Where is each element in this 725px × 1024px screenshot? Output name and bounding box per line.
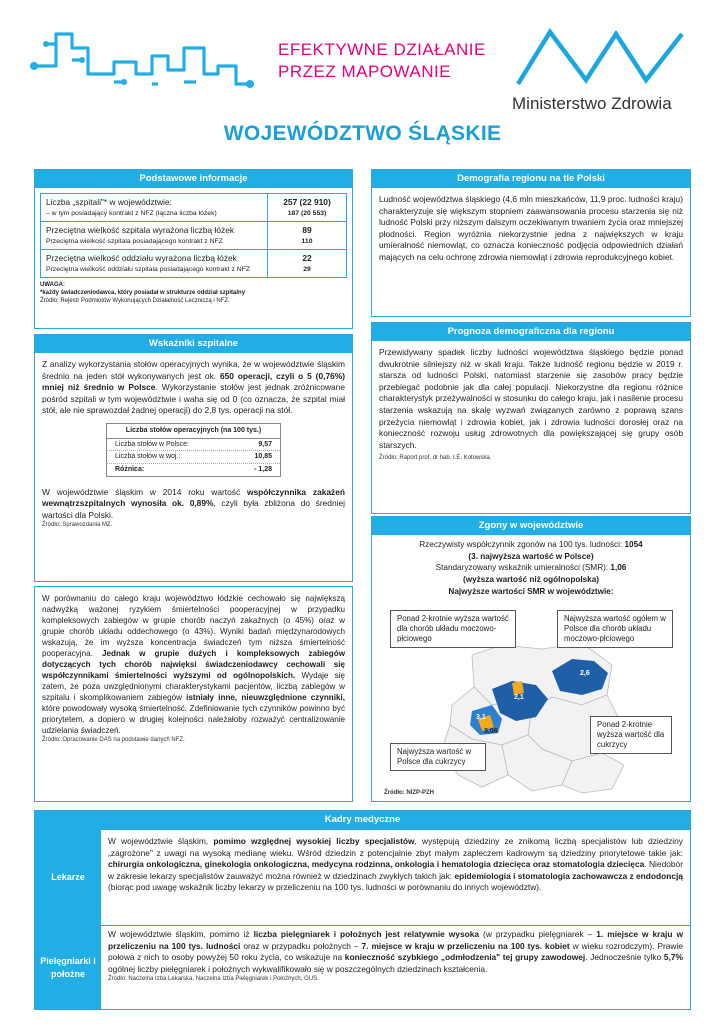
deaths-header: Zgony w województwie [372, 517, 690, 535]
ministry-name: Ministerstwo Zdrowia [512, 94, 672, 113]
note-title: UWAGA: [40, 281, 65, 288]
row-subvalue: 187 (20 553) [287, 209, 327, 217]
basic-row [41, 222, 346, 250]
map-value-label: 2,6 [580, 670, 590, 677]
hospital-indicators-header: Wskaźniki szpitalne [35, 335, 352, 353]
comparison-source: Źródło: Opracowanie DAS na podstawie danych NFZ. [42, 737, 185, 743]
hospital-indicators-panel [34, 334, 353, 582]
hospital-indicators-source: Źródło: Sprawozdania MZ. [42, 522, 113, 529]
nurses-label: Pielęgniarki i położne [35, 926, 101, 1009]
row-subvalue: 110 [301, 237, 313, 245]
medical-staff-header: Kadry medyczne [35, 811, 690, 829]
deaths-rate: Rzeczywisty współczynnik zgonów na 100 tys. ludności: 1054 [419, 540, 643, 549]
demography-panel [371, 169, 691, 317]
note-text: *każdy świadczeniodawca, który posiadał w strukturze oddział szpitalny [40, 289, 246, 296]
row-sublabel: – w tym posiadający kontrakt z NFZ (łączna liczba łóżek) [46, 209, 217, 217]
forecast-header: Prognoza demograficzna dla regionu [372, 323, 690, 341]
table-row: Liczba stołów w woj.: 10,85 [107, 451, 280, 464]
basic-row [41, 250, 346, 278]
callout-diabetes-highest: Najwyższa wartość w Polsce dla cukrzycy [390, 743, 486, 771]
smr-value: Standaryzowany wskaźnik umieralności (SMR): 1,06 [435, 563, 627, 573]
table-title: Liczba stołów operacyjnych (na 100 tys.) [107, 424, 280, 439]
demography-header: Demografia regionu na tle Polski [372, 170, 690, 188]
row-value: 89 [302, 224, 312, 235]
deaths-rank: (3. najwyższa wartość w Polsce) [468, 551, 594, 561]
basic-source: Źródło: Rejestr Podmiotów Wykonujących Działalność Leczniczą i NFZ. [40, 297, 230, 304]
map-value-label: 2,1 [514, 694, 524, 701]
infections-paragraph: W województwie śląskim w 2014 roku wartość współczynnika zakażeń wewnątrzszpitalnych wynosiła ok. 0,89%, czyli była zbliżona do średniej wartości dla Polski. [42, 486, 346, 520]
forecast-source: Źródło: Raport prof. dr hab. I.E. Kotowska. [379, 455, 492, 462]
basic-row [41, 194, 346, 222]
page-title: WOJEWÓDZTWO ŚLĄSKIE [223, 122, 502, 145]
medical-staff-panel [34, 810, 691, 1010]
callout-diabetes-2x: Ponad 2-krotnie wyższa wartość dla cukrzycy [590, 716, 672, 754]
tables-paragraph: Z analizy wykorzystania stołów operacyjnych wynika, że w województwie śląskim średnio na jeden stół wykonywanych jest ok. 650 operacji, czyli o 5 (0,76%) mniej niż średnio w Polsce. Wykorzystanie stołów jest jednak zróżnicowane pośród szpitali w tym województwie i waha się od 0 (co oznacza, że szpital miał stół, ale nie sprawozdał żadnej operacji) do 2,8 tys. operacji na stół. [42, 359, 345, 416]
header [0, 0, 725, 120]
map-value-label: 3,1 [476, 714, 486, 721]
tagline-1: EFEKTYWNE DZIAŁANIE [278, 40, 486, 59]
mapping-logo-icon [28, 26, 278, 98]
basic-info-header: Podstawowe informacje [35, 170, 352, 188]
comparison-panel [34, 586, 353, 802]
doctors-row [35, 829, 690, 925]
ministry-logo-icon [512, 24, 702, 90]
row-label: Przeciętna wielkość oddziału wyrażona liczbą łóżek [46, 252, 237, 263]
tagline-2: PRZEZ MAPOWANIE [278, 62, 452, 81]
basic-info-panel [34, 169, 353, 329]
callout-urogenital-highest: Najwyższa wartość ogółem w Polsce dla chorób układu moczowo-płciowego [557, 610, 673, 648]
doctors-label: Lekarze [35, 830, 101, 925]
deaths-panel [371, 516, 691, 802]
row-sublabel: Przeciętna wielkość oddziału szpitala posiadającego kontrakt z NFZ [46, 265, 251, 273]
demography-text: Ludność województwa śląskiego (4,6 mln mieszkańców, 11,9 proc. ludności kraju) charakteryzuje się większym stopniem zaawansowania procesu starzenia się niż ludność Polski przy niższym dalszym oczekiwanym trwaniem życia oraz mniejszej płodności. Region wyróżnia niekorzystnie jedna z największych w kraju umieralność niemowląt, co oznacza konieczność podjęcia odpowiednich działań mających na celu ochronę zdrowia niemowląt i zdrowia reprodukcyjnego kobiet. [379, 194, 683, 262]
row-value: 257 (22 910) [283, 197, 331, 207]
operating-tables-table [106, 423, 281, 477]
comparison-text: W porównaniu do całego kraju województwo łódzkie cechowało się największą nadwyżką ważonej ryzykiem śmiertelności pooperacyjnej w przypadku kompleksowych zabiegów w grupie chorób naczyń zakaźnych (o 45%) oraz w grupie chorób układu oddechowego (o 43%). Wyniki badań międzynarodowych wskazują, że im wyższa koncentracja świadczeń tym niższa śmiertelność pooperacyjna. Jednak w grupie dużych i kompleksowych zabiegów dotyczących tych chorób najwięksi świadczeniodawcy cechowali się współczynnikami śmiertelności wyższymi od ogólnopolskich. Wydaje się zatem, że poza uwzględnionymi charakterystykami pacjentów, liczbą zabiegów w szpitalu i skomplikowaniem zabiegów istniały inne, nieuwzględnione czynniki, które powodowały wysoką śmiertelność. Zdefiniowanie tych czynników powinno być priorytetem, a dopiero w drugiej kolejności należałoby rozważyć centralizowanie udzielania świadczeń. [42, 594, 346, 735]
callout-urogenital-2x: Ponad 2-krotnie wyższa wartość dla chorób układu moczowo- płciowego [390, 610, 516, 648]
medical-staff-source: Źródło: Naczelna Izba Lekarska, Naczelna Izba Pielęgniarek i Położnych, GUS. [108, 976, 319, 983]
smr-highest-title: Najwyższe wartości SMR w województwie: [448, 586, 614, 596]
table-row: Liczba stołów w Polsce: 9,57 [107, 439, 280, 452]
forecast-text: Przewidywany spadek liczby ludności województwa śląskiego będzie ponad dwukrotnie silniejszy niż w skali kraju. Także ludność regionu będzie w 2019 r. starsza od ludności Polski, natomiast starzenie się zasobów pracy będzie przebiegać podobnie jak dla całej populacji. Niekorzystne dla regionu różnice charakterystyk przeżywalności w stosunku do całego kraju, jak i nasilenie procesu starzenia wskazują na skalę wyzwań związanych zarówno z poprawą szans przeżycia niemowląt i zdrowia kobiet, jak i zdrowia ludności dorosłej oraz na konieczność rozwoju usług zdrowotnych dla powiększającej się grupy osób starszych. [379, 347, 683, 450]
row-subvalue: 29 [303, 265, 311, 273]
row-label: Przeciętna wielkość szpitala wyrażona liczbą łóżek [46, 224, 235, 235]
doctors-text: W województwie śląskim, pomimo względnej wysokiej liczby specjalistów, występują dziedziny ze znikomą liczbą specjalistów lub dziedziny „zagrożone" z uwagi na wysoką medianę wieku. Wśród dziedzin z potencjalnie zbyt małym zapleczem kadrowym są dziedziny priorytetowe takie jak: chirurgia onkologiczna, ginekologia onkologiczna, medycyna rodzinna, onkologia i hematologia dziecięca oraz stomatologia dziecięca. Niedobór w zakresie lekarzy specjalistów zauważyć można również w dziedzinach zwykłych takich jak: epidemiologia i stomatologia zachowawcza z endodoncją (biorąc pod uwagę wskaźnik liczby lekarzy w przeliczeniu na 100 tys. ludności w porównaniu do innych województw). [108, 836, 684, 893]
nurses-row [35, 925, 690, 1009]
row-sublabel: Przeciętna wielkość szpitala posiadającego kontrakt z NFZ [46, 237, 223, 245]
smr-comparison: (wyższa wartość niż ogólnopolska) [462, 574, 600, 584]
deaths-source: Źródło: NIZP-PZH [384, 790, 434, 796]
forecast-panel [371, 322, 691, 514]
row-label: Liczba „szpitali"* w województwie: [46, 197, 172, 207]
table-row: Różnica: - 1,28 [115, 465, 272, 473]
map-value-label: 3,06 [484, 728, 498, 735]
row-value: 22 [302, 252, 312, 263]
nurses-text: W województwie śląskim, pomimo iż liczba pielęgniarek i położnych jest relatywnie wysoka (w przypadku pielęgniarek – 1. miejsce w kraju w przeliczeniu na 100 tys. ludności oraz w przypadku położnych – 7. miejsce w kraju w przeliczeniu na 100 tys. kobiet w wieku rozrodczym). Prawie połowa z nich to osoby powyżej 50 roku życia, co wskazuje na konieczność szybkiego „odmłodzenia" tej grupy zawodowej. Jednocześnie tylko 5,7% ogólnej liczby pielęgniarek i położnych wykwalifikowało się w poszczególnych dziedzinach kształcenia. Źródło: Naczelna Izba Lekarska, Naczelna Izba Pielęgniarek i Położnych, GUS. [108, 929, 683, 983]
